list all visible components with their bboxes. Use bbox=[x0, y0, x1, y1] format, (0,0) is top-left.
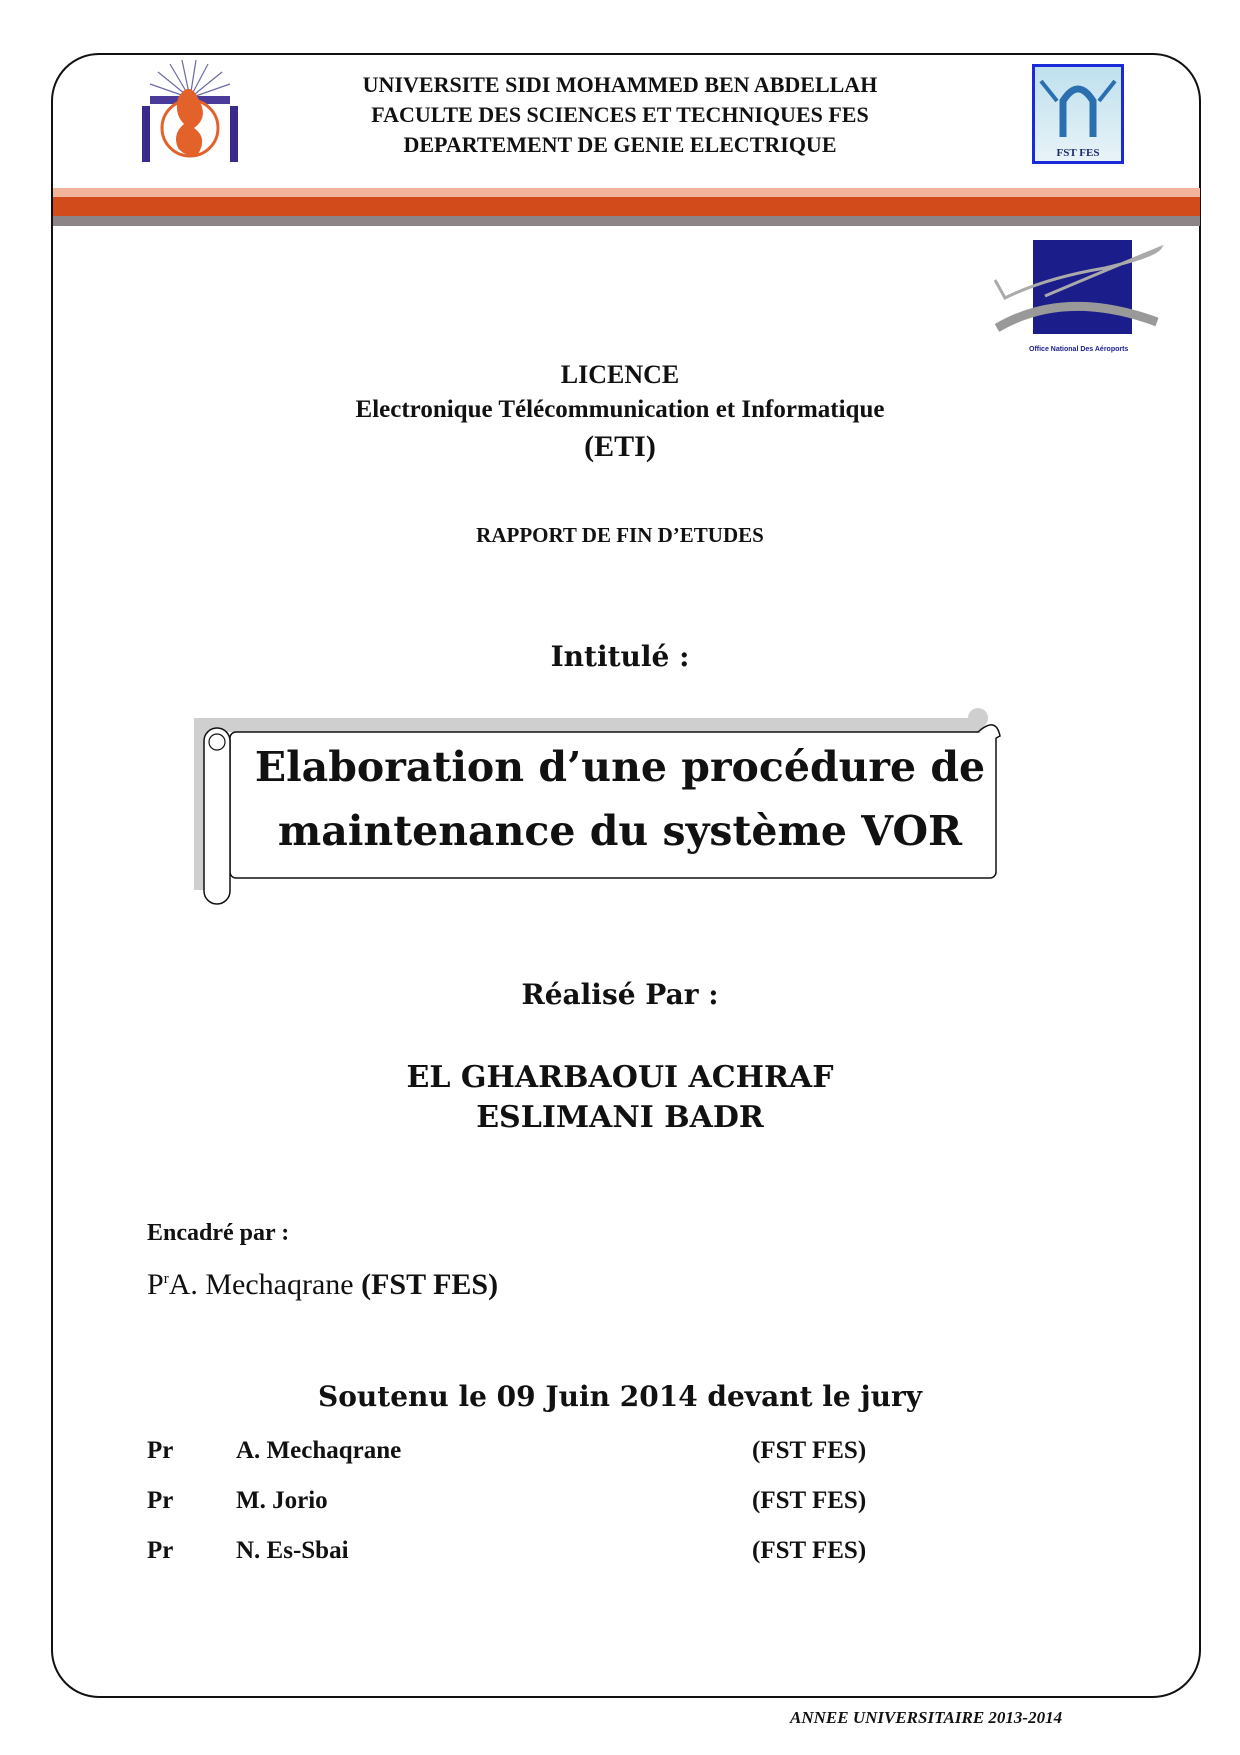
fst-arch-icon bbox=[1035, 71, 1121, 141]
fst-fes-logo bbox=[1032, 64, 1124, 164]
faculty-name: FACULTE DES SCIENCES ET TECHNIQUES FES bbox=[371, 102, 869, 127]
authors bbox=[0, 1058, 1240, 1138]
jury-title: Pr bbox=[147, 1537, 174, 1564]
authors-label: Réalisé Par : bbox=[521, 978, 719, 1011]
jury-title: Pr bbox=[147, 1437, 174, 1464]
supervisor-name: A. Mechaqrane bbox=[168, 1268, 362, 1301]
header-band-light bbox=[53, 188, 1200, 197]
title-line-1: Elaboration d’une procédure de bbox=[254, 743, 986, 791]
program-abbr: (ETI) bbox=[584, 430, 656, 463]
degree: LICENCE bbox=[560, 360, 680, 389]
jury-affiliation: (FST FES) bbox=[752, 1437, 867, 1464]
supervisor-prefix-sup: r bbox=[163, 1271, 169, 1287]
header-band-gray bbox=[53, 216, 1200, 226]
author-2: ESLIMANI BADR bbox=[476, 1100, 764, 1135]
airplane-swoosh-icon bbox=[985, 238, 1165, 338]
program-field: Electronique Télécommunication et Informatique bbox=[355, 396, 885, 423]
title-line-2: maintenance du système VOR bbox=[277, 807, 963, 855]
author-1: EL GHARBAOUI ACHRAF bbox=[406, 1060, 834, 1095]
jury-affiliation: (FST FES) bbox=[752, 1537, 867, 1564]
header-band-orange bbox=[53, 197, 1200, 216]
title-label: Intitulé : bbox=[550, 640, 690, 673]
jury-name: A. Mechaqrane bbox=[236, 1437, 402, 1464]
supervisor-affiliation: (FST FES) bbox=[361, 1268, 499, 1301]
supervisor bbox=[147, 1268, 498, 1302]
university-logo bbox=[138, 58, 242, 164]
fst-logo-text: FST FES bbox=[1056, 147, 1100, 159]
jury-name: M. Jorio bbox=[236, 1487, 328, 1514]
department-name: DEPARTEMENT DE GENIE ELECTRIQUE bbox=[403, 132, 837, 157]
academic-year-footer: ANNEE UNIVERSITAIRE 2013-2014 bbox=[790, 1708, 1063, 1727]
jury-title: Pr bbox=[147, 1487, 174, 1514]
institution-header bbox=[280, 70, 960, 160]
report-type: RAPPORT DE FIN D’ETUDES bbox=[476, 523, 764, 547]
supervisor-prefix: P bbox=[147, 1268, 164, 1301]
jury-name: N. Es-Sbai bbox=[236, 1537, 349, 1564]
university-name: UNIVERSITE SIDI MOHAMMED BEN ABDELLAH bbox=[362, 72, 878, 97]
defense-statement: Soutenu le 09 Juin 2014 devant le jury bbox=[318, 1380, 922, 1413]
jury-affiliation: (FST FES) bbox=[752, 1487, 867, 1514]
supervisor-label: Encadré par : bbox=[147, 1220, 290, 1246]
report-title bbox=[0, 735, 1240, 863]
onda-logo bbox=[985, 238, 1165, 363]
onda-logo-text: Office National Des Aéroports bbox=[1029, 346, 1129, 353]
